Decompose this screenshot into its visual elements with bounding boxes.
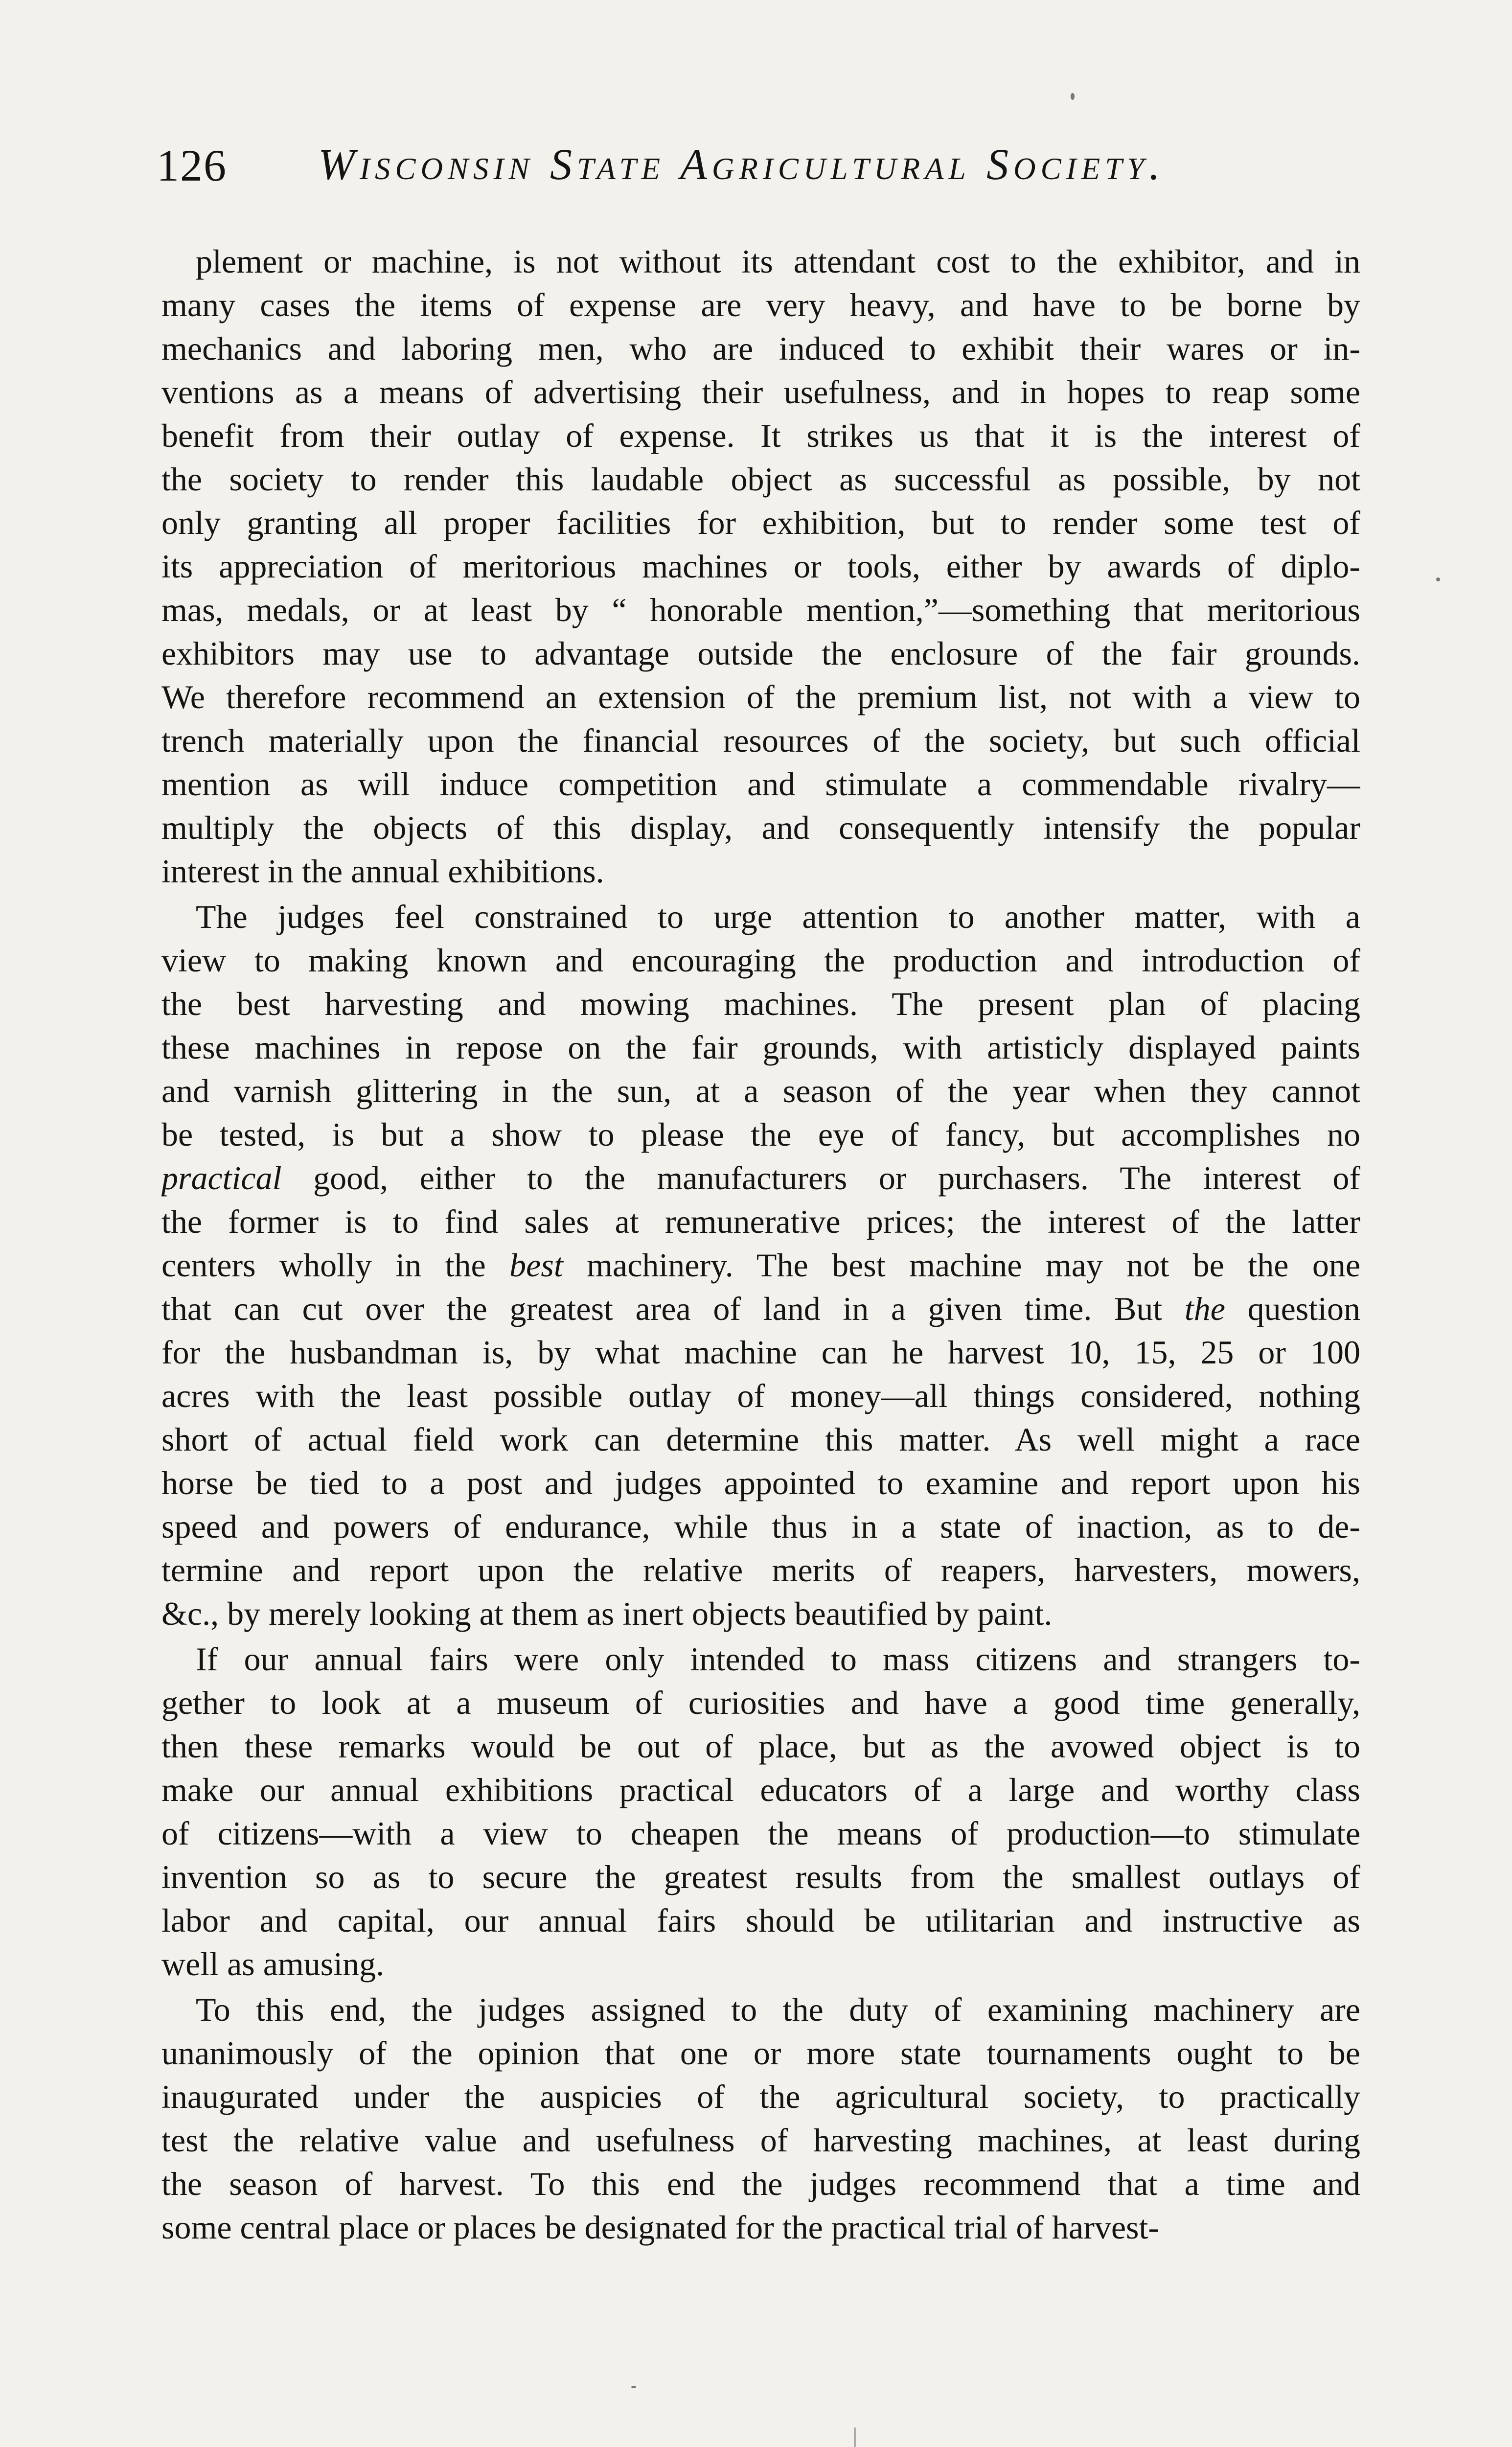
- text-line: centers wholly in the best machinery. The best machine may not be the one: [161, 1247, 1360, 1284]
- text-line: only granting all proper facilities for exhibition, but to render some test of: [161, 504, 1360, 541]
- text-line: the former is to find sales at remunerative prices; the interest of the latter: [161, 1203, 1360, 1240]
- text-line: the society to render this laudable object as successful as possible, by not: [161, 461, 1360, 498]
- text-line: We therefore recommend an extension of the premium list, not with a view to: [161, 678, 1360, 716]
- text-line: view to making known and encouraging the production and introduction of: [161, 942, 1360, 979]
- text-line: the season of harvest. To this end the judges recommend that a time and: [161, 2165, 1360, 2202]
- text-line: benefit from their outlay of expense. It strikes us that it is the interest of: [161, 417, 1360, 454]
- text-line: practical good, either to the manufacturers or purchasers. The interest of: [161, 1159, 1360, 1197]
- text-line: its appreciation of meritorious machines or tools, either by awards of diplo-: [161, 548, 1360, 585]
- text-line: acres with the least possible outlay of money—all things considered, nothing: [161, 1377, 1360, 1414]
- body-text: [161, 240, 1360, 2249]
- text-line: test the relative value and usefulness of harvesting machines, at least during: [161, 2122, 1360, 2159]
- text-line: invention so as to secure the greatest results from the smallest outlays of: [161, 1858, 1360, 1895]
- text-line: plement or machine, is not without its attendant cost to the exhibitor, and in: [196, 243, 1360, 280]
- text-line: ventions as a means of advertising their usefulness, and in hopes to reap some: [161, 373, 1360, 411]
- text-line: short of actual field work can determine this matter. As well might a race: [161, 1421, 1360, 1458]
- page-header: [157, 139, 1355, 213]
- text-line: that can cut over the greatest area of land in a given time. But the question: [161, 1290, 1360, 1327]
- text-line: mas, medals, or at least by “ honorable mention,”—something that meritorious: [161, 591, 1360, 628]
- page-number: 126: [157, 140, 227, 190]
- text-line: inaugurated under the auspicies of the agricultural society, to practically: [161, 2078, 1360, 2115]
- scan-speck: [854, 2427, 856, 2447]
- text-line: unanimously of the opinion that one or more state tournaments ought to be: [161, 2034, 1360, 2072]
- paragraph: [161, 240, 1360, 893]
- running-head: Wisconsin State Agricultural Society.: [318, 140, 1165, 189]
- text-line: of citizens—with a view to cheapen the means of production—to stimulate: [161, 1815, 1360, 1852]
- paragraph: [161, 1988, 1360, 2249]
- scan-speck: [631, 2386, 636, 2388]
- text-line: these machines in repose on the fair grounds, with artisticly displayed paints: [161, 1029, 1360, 1066]
- text-line: mention as will induce competition and stimulate a commendable rivalry—: [161, 765, 1360, 803]
- text-line: &c., by merely looking at them as inert objects beautified by paint.: [161, 1595, 1053, 1632]
- paragraph: [161, 1638, 1360, 1986]
- text-line: trench materially upon the financial resources of the society, but such official: [161, 722, 1360, 759]
- text-line: and varnish glittering in the sun, at a season of the year when they cannot: [161, 1072, 1360, 1109]
- text-line: labor and capital, our annual fairs should be utilitarian and instructive as: [161, 1902, 1360, 1939]
- paragraph: [161, 895, 1360, 1636]
- text-line: horse be tied to a post and judges appointed to examine and report upon his: [161, 1464, 1360, 1501]
- text-line: speed and powers of endurance, while thus in a state of inaction, as to de-: [161, 1508, 1360, 1545]
- text-line: some central place or places be designated for the practical trial of harvest-: [161, 2209, 1160, 2246]
- text-line: termine and report upon the relative merits of reapers, harvesters, mowers,: [161, 1551, 1360, 1589]
- text-line: be tested, is but a show to please the eye of fancy, but accomplishes no: [161, 1116, 1360, 1153]
- text-line: exhibitors may use to advantage outside the enclosure of the fair grounds.: [161, 635, 1360, 672]
- text-line: many cases the items of expense are very heavy, and have to be borne by: [161, 286, 1360, 323]
- text-line: To this end, the judges assigned to the duty of examining machinery are: [196, 1991, 1360, 2028]
- text-line: If our annual fairs were only intended to mass citizens and strangers to-: [196, 1640, 1360, 1678]
- text-line: for the husbandman is, by what machine can he harvest 10, 15, 25 or 100: [161, 1334, 1360, 1371]
- scan-speck: [1436, 577, 1440, 581]
- text-line: mechanics and laboring men, who are induced to exhibit their wares or in-: [161, 330, 1360, 367]
- scan-speck: [1071, 93, 1075, 100]
- text-line: The judges feel constrained to urge attention to another matter, with a: [196, 898, 1360, 935]
- text-line: multiply the objects of this display, and consequently intensify the popular: [161, 809, 1360, 846]
- text-line: interest in the annual exhibitions.: [161, 853, 604, 890]
- text-line: well as amusing.: [161, 1945, 385, 1983]
- text-line: the best harvesting and mowing machines. The present plan of placing: [161, 985, 1360, 1022]
- text-line: gether to look at a museum of curiosities and have a good time generally,: [161, 1684, 1360, 1721]
- text-line: make our annual exhibitions practical educators of a large and worthy class: [161, 1771, 1360, 1808]
- text-line: then these remarks would be out of place, but as the avowed object is to: [161, 1728, 1360, 1765]
